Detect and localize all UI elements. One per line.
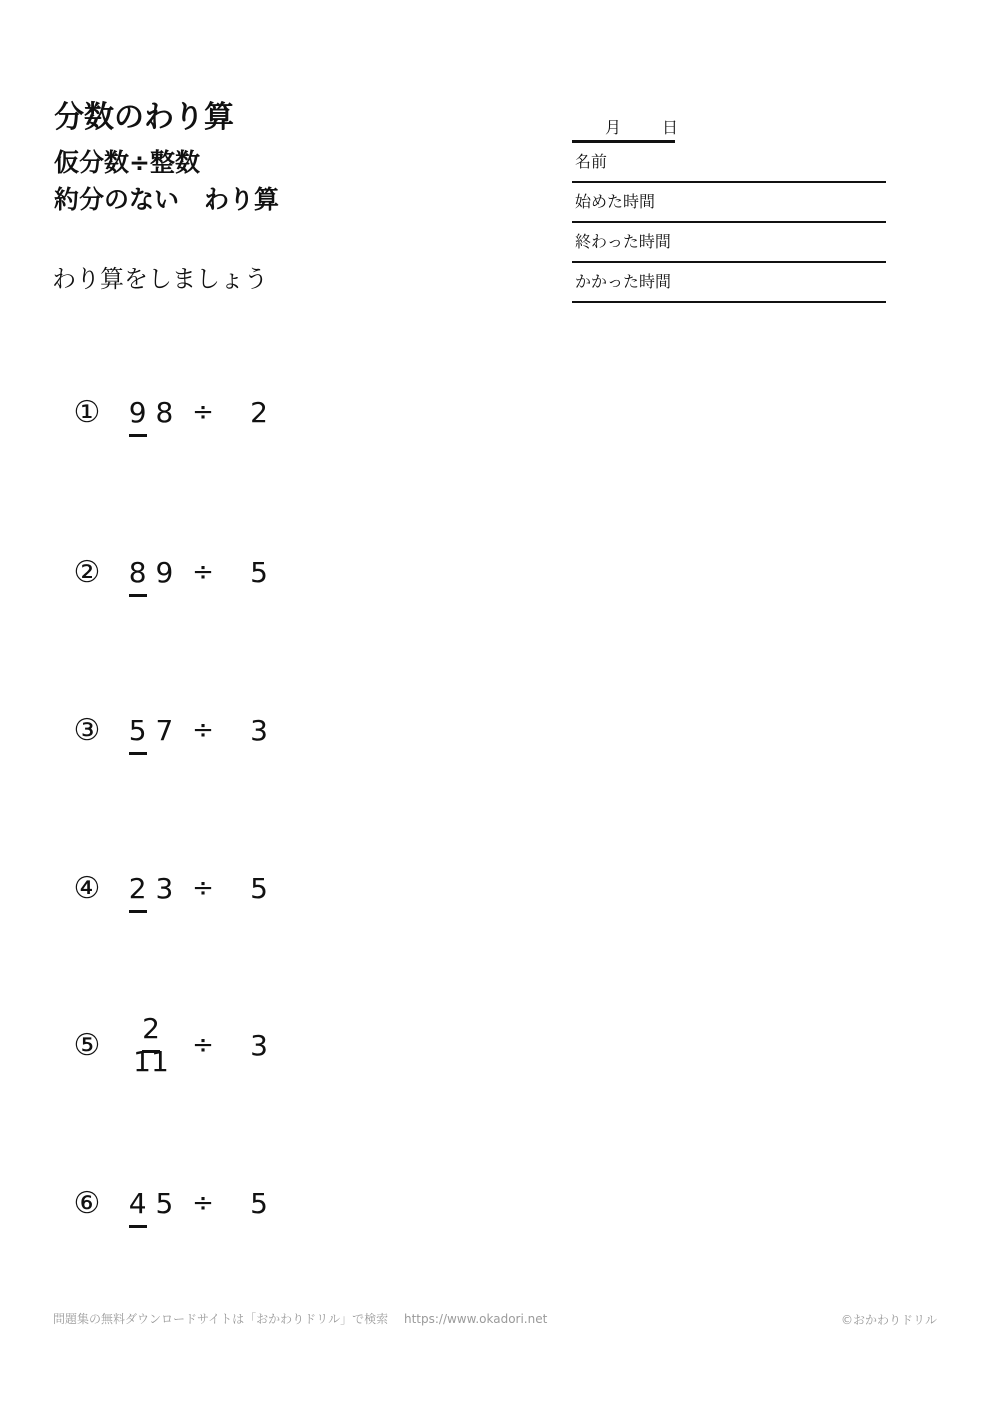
fraction-numerator: 2 (129, 872, 147, 913)
fraction-denominator: 8 (155, 395, 174, 429)
problem-number: ② (73, 554, 101, 590)
problem-number: ⑤ (73, 1027, 101, 1063)
divisor-integer: 5 (250, 871, 268, 905)
problem-row-5 (70, 995, 270, 1095)
day-label: 日 (662, 118, 679, 137)
divisor-integer: 3 (250, 713, 268, 747)
name-field-label: 名前 (575, 152, 608, 171)
footer-site-credit: 問題集の無料ダウンロードサイトは「おかわりドリル」で検索 https://www.okadori.net (53, 1312, 548, 1326)
fraction-denominator: 11 (133, 1045, 169, 1078)
problem-number: ④ (73, 870, 101, 906)
fraction-numerator: 4 (129, 1187, 147, 1228)
problem-row-2 (70, 522, 270, 622)
end-time-field (572, 223, 886, 263)
problem-row-3 (70, 680, 270, 780)
problem-row-6 (70, 1153, 270, 1253)
date-field (572, 110, 679, 143)
fraction (124, 714, 178, 747)
fraction (124, 872, 178, 905)
division-operator: ÷ (192, 397, 214, 427)
start-time-field-label: 始めた時間 (575, 192, 656, 211)
divisor-integer: 5 (250, 1186, 268, 1220)
worksheet-instruction: わり算をしましょう (52, 265, 268, 293)
fraction-denominator: 5 (155, 1186, 174, 1220)
problem-row-4 (70, 838, 270, 938)
divisor-integer: 5 (250, 555, 268, 589)
footer-copyright: ©おかわりドリル (840, 1313, 937, 1327)
division-operator: ÷ (192, 557, 214, 587)
student-info-box (572, 110, 886, 303)
fraction-numerator: 5 (129, 714, 147, 755)
problem-row-1 (70, 362, 270, 462)
start-time-field (572, 183, 886, 223)
end-time-field-label: 終わった時間 (575, 232, 671, 251)
fraction (124, 1012, 178, 1078)
problem-number: ① (73, 394, 101, 430)
fraction (124, 556, 178, 589)
fraction (124, 396, 178, 429)
name-field (572, 143, 886, 183)
division-operator: ÷ (192, 1188, 214, 1218)
problem-number: ⑥ (73, 1185, 101, 1221)
fraction-denominator: 7 (155, 713, 174, 747)
fraction-numerator: 9 (129, 396, 147, 437)
fraction-denominator: 3 (155, 871, 174, 905)
month-label: 月 (605, 118, 622, 137)
division-operator: ÷ (192, 1030, 214, 1060)
fraction-denominator: 9 (155, 555, 174, 589)
elapsed-time-field-label: かかった時間 (575, 272, 672, 291)
division-operator: ÷ (192, 715, 214, 745)
fraction (124, 1187, 178, 1220)
fraction-numerator: 8 (129, 556, 147, 597)
page-title: 分数のわり算 (54, 100, 234, 135)
worksheet-subtitle-type: 仮分数÷整数 (54, 148, 200, 177)
divisor-integer: 2 (250, 395, 268, 429)
worksheet-subtitle-variant: 約分のない わり算 (54, 185, 280, 214)
problem-number: ③ (73, 712, 101, 748)
divisor-integer: 3 (250, 1028, 268, 1062)
fraction-numerator: 2 (142, 1012, 160, 1053)
division-operator: ÷ (192, 873, 214, 903)
elapsed-time-field (572, 263, 886, 303)
